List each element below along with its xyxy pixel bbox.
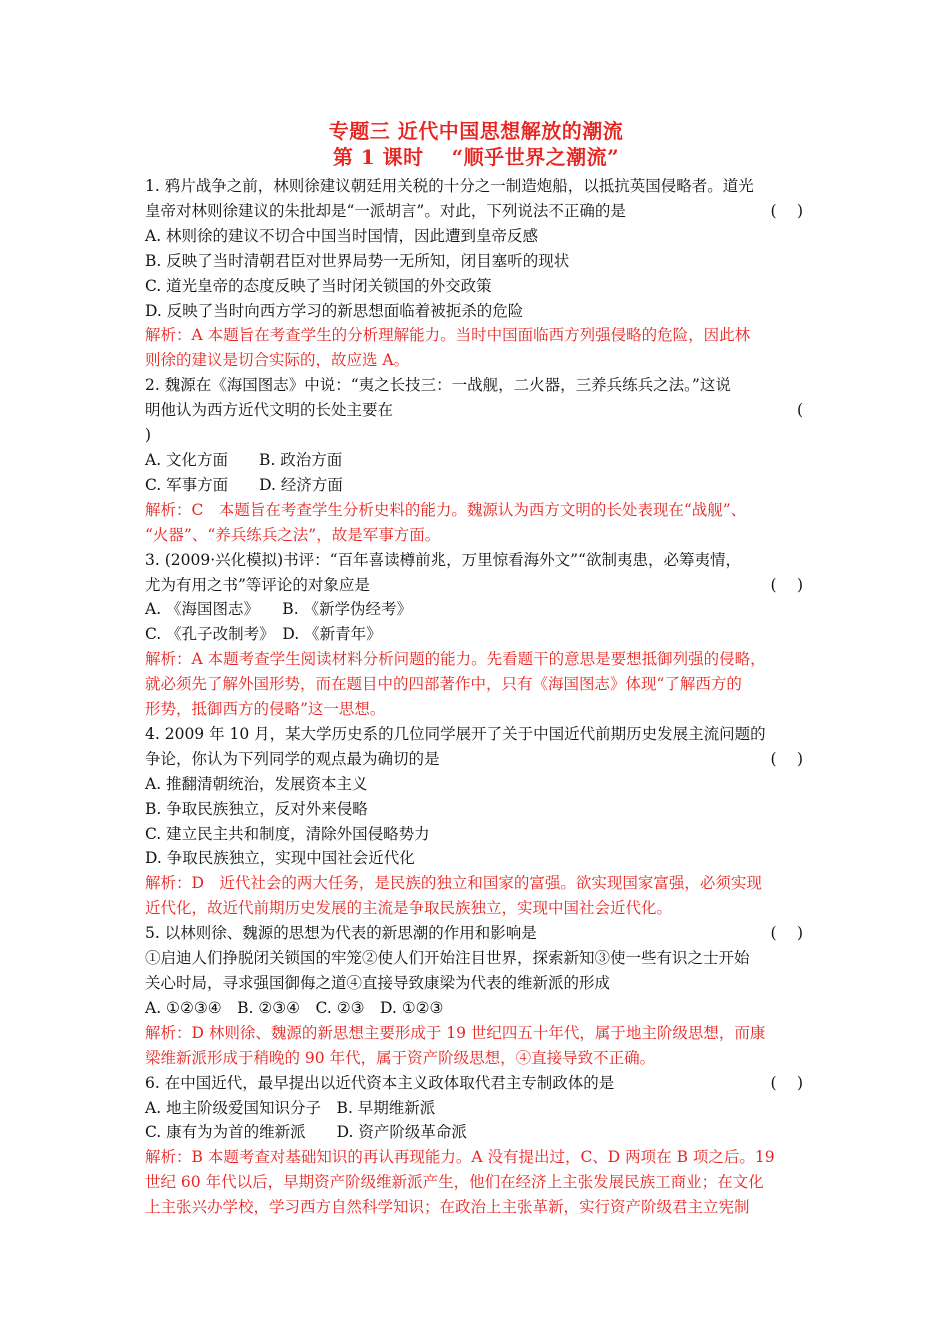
question-line (145, 822, 807, 847)
question-line (145, 747, 807, 772)
line-text: C. 建立民主共和制度，清除外国侵略势力 (145, 824, 430, 843)
question-line (145, 622, 807, 647)
answer-line (145, 1145, 807, 1170)
line-text: 解析：D 林则徐、魏源的新思想主要形成于 19 世纪四五十年代，属于地主阶级思想，而康 (145, 1023, 766, 1042)
question-line (145, 772, 807, 797)
question-line (145, 1120, 807, 1145)
answer-line (145, 1170, 807, 1195)
line-text: 明他认为西方近代文明的长处主要在 (145, 401, 394, 420)
line-text: 3. (2009·兴化模拟)书评：“百年喜读樽前兆，万里惊看海外文”“欲制夷患，必筹夷情， (145, 550, 741, 569)
answer-line (145, 1195, 807, 1220)
question-line (145, 423, 807, 448)
line-text: ①启迪人们挣脱闭关锁国的牢笼②使人们开始注目世界，探索新知③使一些有识之士开始 (145, 949, 750, 968)
line-text: B. 反映了当时清朝君臣对世界局势一无所知，闭目塞听的现状 (145, 251, 570, 270)
question-line (145, 473, 807, 498)
question-line (145, 448, 807, 473)
answer-line (145, 1021, 807, 1046)
line-text: C. 道光皇帝的态度反映了当时闭关锁国的外交政策 (145, 276, 492, 295)
answer-bracket: ( (796, 401, 803, 420)
line-text: 2. 魏源在《海国图志》中说：“夷之长技三：一战舰，二火器，三养兵练兵之法。”这说 (145, 376, 731, 395)
line-text: 近代化，故近代前期历史发展的主流是争取民族独立，实现中国社会近代化。 (145, 899, 673, 918)
answer-bracket: ( ) (770, 575, 803, 594)
answer-line (145, 323, 807, 348)
question-line (145, 1071, 807, 1096)
line-text: A. 林则徐的建议不切合中国当时国情，因此遭到皇帝反感 (145, 226, 539, 245)
answer-line (145, 672, 807, 697)
line-text: 4. 2009 年 10 月，某大学历史系的几位同学展开了关于中国近代前期历史发展主流问题的 (145, 724, 766, 743)
line-text: A. 推翻清朝统治，发展资本主义 (145, 774, 368, 793)
line-text: 关心时局，寻求强国御侮之道④直接导致康梁为代表的维新派的形成 (145, 974, 611, 992)
line-text: 解析：A 本题旨在考查学生的分析理解能力。当时中国面临西方列强侵略的危险，因此林 (145, 326, 751, 345)
line-text: A. 文化方面 B. 政治方面 (145, 450, 343, 469)
answer-bracket: ( ) (770, 749, 803, 768)
line-text: A. 地主阶级爱国知识分子 B. 早期维新派 (145, 1098, 436, 1117)
answer-bracket: ( ) (770, 201, 803, 220)
answer-line (145, 896, 807, 921)
question-line (145, 548, 807, 573)
line-text: 解析：A 本题考查学生阅读材料分析问题的能力。先看题干的意思是要想抵御列强的侵略， (145, 650, 766, 669)
line-text: 世纪 60 年代以后，早期资产阶级维新派产生，他们在经济上主张发展民族工商业；在文化 (145, 1173, 764, 1192)
question-line (145, 846, 807, 871)
question-line (145, 797, 807, 822)
line-text: D. 争取民族独立，实现中国社会近代化 (145, 849, 415, 868)
line-text: 就必须先了解外国形势，而在题目中的四部著作中，只有《海国图志》体现“了解西方的 (145, 675, 742, 694)
answer-bracket: ( ) (770, 1073, 803, 1092)
line-text: 上主张兴办学校，学习西方自然科学知识；在政治上主张革新，实行资产阶级君主立宪制 (145, 1198, 750, 1217)
question-line (145, 174, 807, 199)
question-line (145, 274, 807, 299)
question-line (145, 921, 807, 946)
line-text: 1. 鸦片战争之前，林则徐建议朝廷用关税的十分之一制造炮船，以抵抗英国侵略者。道光 (145, 177, 754, 195)
question-line (145, 398, 807, 423)
question-line (145, 373, 807, 398)
line-text: D. 反映了当时向西方学习的新思想面临着被扼杀的危险 (145, 301, 524, 320)
line-text: C. 军事方面 D. 经济方面 (145, 475, 343, 494)
answer-bracket: ( ) (770, 924, 803, 943)
line-text: 解析：D 近代社会的两大任务，是民族的独立和国家的富强。欲实现国家富强，必须实现 (145, 874, 762, 893)
document-subtitle: 第 1 课时 “顺乎世界之潮流” (332, 145, 620, 169)
line-text: B. 争取民族独立，反对外来侵略 (145, 799, 368, 818)
question-line (145, 1096, 807, 1121)
line-text: 解析：B 本题考查对基础知识的再认再现能力。A 没有提出过，C、D 两项在 B 项之后。19 (145, 1148, 775, 1167)
line-text: 尤为有用之书”等评论的对象应是 (145, 575, 370, 594)
question-line (145, 722, 807, 747)
question-line (145, 573, 807, 598)
question-line (145, 597, 807, 622)
question-line (145, 971, 807, 996)
document-page (145, 118, 807, 1220)
question-list (145, 174, 807, 1220)
line-text: 解析：C 本题旨在考查学生分析史料的能力。魏源认为西方文明的长处表现在“战舰”、 (145, 500, 747, 519)
line-text: 则徐的建议是切合实际的，故应选 A。 (145, 351, 410, 370)
line-text: “火器”、“养兵练兵之法”，故是军事方面。 (145, 525, 441, 544)
question-line (145, 249, 807, 274)
document-title: 专题三 近代中国思想解放的潮流 (328, 119, 624, 143)
line-text: 梁维新派形成于稍晚的 90 年代，属于资产阶级思想，④直接导致不正确。 (145, 1048, 656, 1067)
line-text: A. ①②③④ B. ②③④ C. ②③ D. ①②③ (145, 998, 444, 1017)
question-line (145, 199, 807, 224)
answer-line (145, 348, 807, 373)
line-text: 皇帝对林则徐建议的朱批却是“一派胡言”。对此，下列说法不正确的是 (145, 201, 626, 220)
question-line (145, 299, 807, 324)
answer-line (145, 647, 807, 672)
line-text: 6. 在中国近代，最早提出以近代资本主义政体取代君主专制政体的是 (145, 1073, 615, 1092)
line-text: C. 康有为为首的维新派 D. 资产阶级革命派 (145, 1123, 467, 1142)
line-text: C. 《孔子改制考》 D. 《新青年》 (145, 625, 382, 644)
question-line (145, 224, 807, 249)
answer-line (145, 871, 807, 896)
answer-line (145, 1046, 807, 1071)
line-text: 争论，你认为下列同学的观点最为确切的是 (145, 749, 440, 768)
line-text: 形势，抵御西方的侵略”这一思想。 (145, 700, 386, 719)
question-line (145, 996, 807, 1021)
answer-line (145, 523, 807, 548)
line-text: ) (145, 426, 152, 445)
answer-line (145, 697, 807, 722)
answer-line (145, 498, 807, 523)
question-line (145, 946, 807, 971)
line-text: 5. 以林则徐、魏源的思想为代表的新思潮的作用和影响是 (145, 924, 537, 943)
line-text: A. 《海国图志》 B. 《新学伪经考》 (145, 600, 413, 619)
